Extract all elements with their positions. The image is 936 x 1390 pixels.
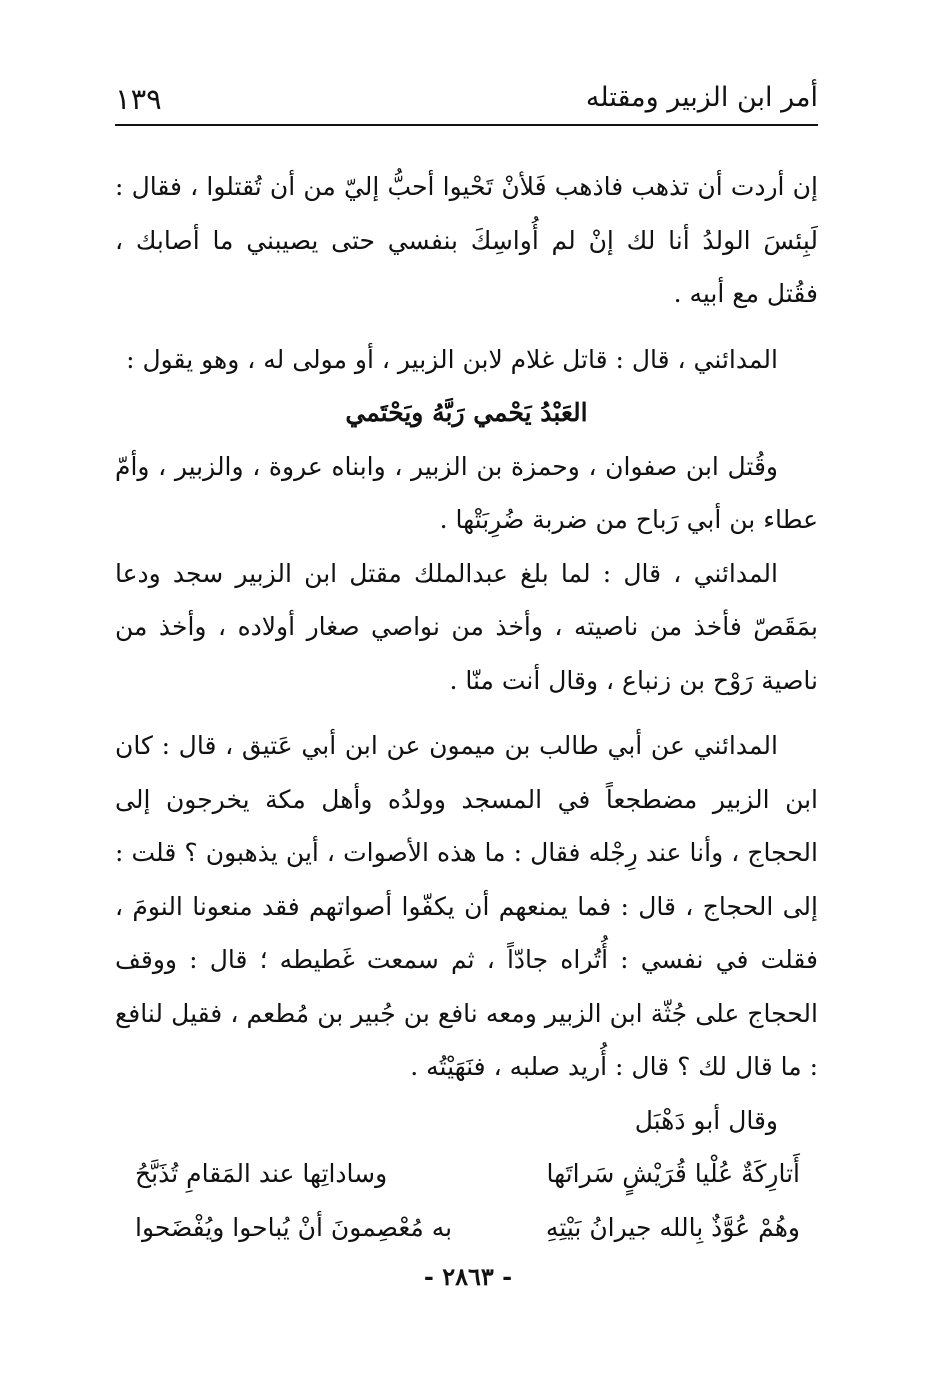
- running-title: أمر ابن الزبير ومقتله: [585, 82, 818, 113]
- paragraph: وقال أبو دَهْبَل: [634, 1105, 778, 1135]
- paragraph: المدائني عن أبي طالب بن ميمون عن ابن أبي عَتيق ، قال : كان ابن الزبير مضطجعاً في المسجد وولدُه وأهل مكة يخرجون إلى الحجاج ، وأنا عند رِجْله فقال : ما هذه الأصوات ، أين يذهبون ؟ قلت : إلى الحجاج ، قال : فما يمنعهم أن يكفّوا أصواتهم فقد منعونا النومَ ، فقلت في نفسي : أُتُراه جادّاً ، ثم سمعت غَطيطه ؛ قال : ووقف الحجاج على جُثّة ابن الزبير ومعه نافع بن جُبير بن مُطعم ، فقيل لنافع : ما قال لك ؟ قال : أُريد صلبه ، فنَهَيْتُه .: [115, 731, 818, 1081]
- verse-hemistich-first: أَتارِكَةٌ عُلْيا قُرَيْشٍ سَراتَها: [546, 1159, 800, 1188]
- paragraph: إن أردت أن تذهب فاذهب فَلأنْ تَحْيوا أحبُّ إليّ من أن تُقتلوا ، فقال : لَبِئسَ الولدُ أنا لك إنْ لم أُواسِكَ بنفسي حتى يصيبني ما أصابك ، فقُتل مع أبيه .: [115, 172, 818, 308]
- verse-hemistich-second: به مُعْصِمونَ أنْ يُباحوا ويُفْضَحوا: [135, 1212, 453, 1242]
- verse-line: العَبْدُ يَحْمي رَبَّهُ ويَحْتَمي: [345, 398, 588, 427]
- paragraph: وقُتل ابن صفوان ، وحمزة بن الزبير ، وابناه عروة ، والزبير ، وأمّ عطاء بن أبي رَباح من ضربة ضُرِبَتْها .: [115, 451, 818, 534]
- paragraph: المدائني ، قال : قاتل غلام لابن الزبير ، أو مولى له ، وهو يقول :: [126, 344, 778, 374]
- poem-verse: [115, 1147, 818, 1201]
- verse-hemistich-first: وهُمْ عُوَّذٌ بِالله جيرانُ بَيْتِهِ: [545, 1212, 800, 1242]
- page-header: [115, 78, 818, 126]
- footer-page-number: - ٢٨٦٣ -: [423, 1262, 513, 1291]
- poem-verse: [115, 1201, 818, 1255]
- page-number: ١٣٩: [115, 82, 162, 116]
- verse-hemistich-second: وساداتِها عند المَقامِ تُذَبَّحُ: [135, 1159, 388, 1188]
- body-text: [115, 160, 818, 1254]
- paragraph: المدائني ، قال : لما بلغ عبدالملك مقتل ابن الزبير سجد ودعا بمَقَصّ فأخذ من ناصيته ، وأخذ من نواصي صغار أولاده ، وأخذ من ناصية رَوْح بن زنباع ، وقال أنت منّا .: [115, 558, 818, 695]
